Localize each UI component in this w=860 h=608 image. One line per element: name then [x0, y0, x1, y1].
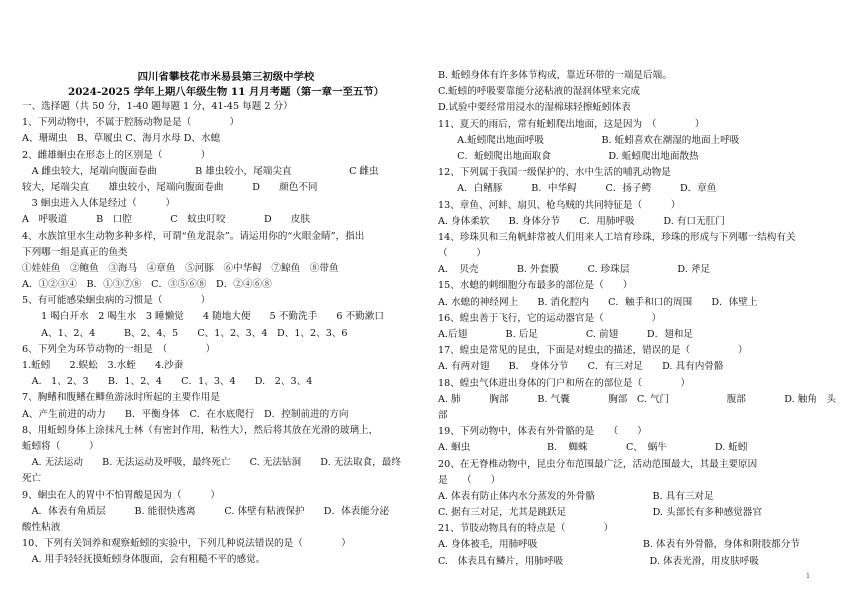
question-line: A. 无法运动 B. 无法运动及呼吸，最终死亡 C. 无法钻洞 D. 无法取食，最终	[22, 457, 401, 469]
question-line: C. 体表具有鳞片，用肺呼吸 D. 体表光滑，用皮肤呼吸	[438, 555, 759, 567]
question-line: 1 喝白开水 2 喝生水 3 睡懒觉 4 随地大便 5 不勤洗手 6 不勤漱口	[22, 311, 384, 323]
question-line: ①娃娃鱼 ②鲍鱼 ③海马 ④章鱼 ⑤河豚 ⑥中华鲟 ⑦鲸鱼 ⑧带鱼	[22, 262, 339, 274]
question-line: A. 身体被毛，用肺呼吸 B. 体表有外骨骼，身体和附肢都分节	[438, 539, 800, 551]
question-line: 12、下列属于我国一级保护的、水中生活的哺乳动物是	[438, 167, 671, 179]
exam-title: 2024-2025 学年上期八年级生物 11 月月考题（第一章一至五节）	[67, 86, 385, 98]
question-line: C.蚯蚓的呼吸要靠能分泌粘液的湿润体壁来完成	[438, 86, 640, 98]
question-line: （ ）	[438, 248, 486, 260]
question-line: A. 身体柔软 B. 身体分节 C．用肺呼吸 D. 有口无肛门	[438, 215, 725, 227]
question-line: A.蚯蚓爬出地面呼吸 B. 蚯蚓喜欢在潮湿的地面上呼吸	[438, 134, 740, 146]
question-line: 14、珍珠贝和三角帆蚌常被人们用来人工培育珍珠，珍珠的形成与下列哪一结构有关	[438, 231, 796, 243]
question-line: A 呼吸道 B 口腔 C 蚊虫叮咬 D 皮肤	[22, 214, 311, 226]
question-line: 蚯蚓将（ ）	[22, 440, 99, 452]
question-line: 下列哪一组是真正的鱼类	[22, 246, 128, 258]
question-line: 8、用蚯蚓身体上涂抹凡士林（有密封作用，粘性大），然后将其放在光滑的玻璃上，	[22, 424, 379, 436]
question-line: A. 蛔虫 B． 蜘蛛 C、 蜗牛 D. 蚯蚓	[438, 442, 748, 454]
question-line: A. 体表有防止体内水分蒸发的外骨骼 B. 具有三对足	[438, 490, 714, 502]
question-line: 1.蚯蚓 2.蜈蚣 3.水蛭 4.沙蚕	[22, 360, 184, 371]
question-line: 13、章鱼、河蚌、扇贝、枪乌贼的共同特征是（ ）	[438, 199, 681, 211]
question-line: 9、蛔虫在人的胃中不怕胃酸是因为（ ）	[22, 489, 220, 501]
question-line: A. 肺 胸部 B. 气囊 胸部 C. 气门 腹部 D. 触角 头	[438, 393, 837, 405]
question-line: 6、下列全为环节动物的一组是 （ ）	[22, 343, 216, 355]
question-line: A．体表有角质层 B. 能很快逃离 C. 体壁有粘液保护 D．体表能分泌	[22, 505, 390, 517]
question-line: 4、水族馆里水生动物多种多样，可谓“鱼龙混杂”。请运用你的“火眼金睛”，指出	[22, 230, 365, 242]
question-line: 17、蝗虫是常见的昆虫，下面是对蝗虫的描述，错误的是（ ）	[438, 345, 748, 357]
right-column	[438, 68, 846, 570]
question-line: 5、有可能感染蛔虫病的习惯是（ ）	[22, 295, 211, 307]
question-line: B. 蚯蚓身体有许多体节构成，靠近环带的一端是后端。	[438, 70, 672, 81]
page-number: 1	[806, 573, 810, 580]
question-line: 一、选择题（共 50 分，1-40 题每题 1 分，41-45 每题 2 分）	[22, 101, 293, 112]
left-question-lines	[22, 99, 430, 568]
question-line: 7、胸鳍和腹鳍在鲫鱼游泳时所起的主要作用是	[22, 392, 220, 404]
question-line: A. 用手轻轻抚摸蚯蚓身体腹面，会有粗糙不平的感觉。	[22, 554, 266, 566]
question-line: 21、节肢动物具有的特点是（ ）	[438, 523, 614, 535]
question-line: C. 据有三对足，尤其是跳跃足 D. 头部长有多种感觉器官	[438, 507, 762, 519]
question-line: 酸性粘液	[22, 521, 61, 533]
question-line: A． 贝壳 B. 外套膜 C. 珍珠层 D. 斧足	[438, 264, 711, 276]
question-line: C．蚯蚓爬出地面取食 D. 蚯蚓爬出地面散热	[438, 150, 699, 162]
question-line: 10、下列有关饲养和观察蚯蚓的实验中，下列几种说法错误的是（ ）	[22, 538, 351, 550]
question-line: A、1、2、4 B、2、4、5 C、1、2、3、4 D、1、2、3、6	[22, 327, 348, 339]
question-line: 3 蛔虫进入人体是经过（ ）	[22, 198, 176, 210]
question-line: A．白鳍豚 B．中华鲟 C．扬子鳄 D．章鱼	[438, 183, 717, 195]
question-line: A. 1、2、3 B．1、2、4 C．1、3、4 D. 2、3、4	[22, 376, 313, 388]
question-line: 20、在无脊椎动物中，昆虫分布范围最广泛，活动范围最大，其最主要原因	[438, 458, 758, 470]
question-line: 19、下列动物中，体表有外骨骼的是 （ ）	[438, 426, 647, 438]
question-line: A.后翅 B. 后足 C. 前翅 D．翅和足	[438, 329, 693, 340]
question-line: D.试验中要经常用浸水的湿棉球轻擦蚯蚓体表	[438, 102, 631, 114]
question-line: 18、蝗虫气体进出身体的门户和所在的部位是（ ）	[438, 377, 691, 389]
question-line: A、产生前进的动力 B．平衡身体 C．在水底爬行 D．控制前进的方向	[22, 408, 349, 420]
question-line: A 雌虫较大，尾端向腹面卷曲 B 雄虫较小，尾端尖直 C 雌虫	[22, 165, 379, 177]
question-line: 死亡	[22, 473, 42, 485]
question-line: 15、水螅的刺细胞分布最多的部位是（ ）	[438, 280, 633, 292]
question-line: 较大，尾端尖直 雄虫较小，尾端向腹面卷曲 D 颜色不同	[22, 181, 318, 193]
question-line: A. 有两对翅 B． 身体分节 C．有三对足 D. 具有内骨骼	[438, 361, 724, 373]
question-line: A．①②③④ B．①③⑦⑧ C．③⑤⑥⑧ D．②④⑥⑧	[22, 279, 272, 291]
question-line: 部	[438, 409, 448, 421]
question-line: 16、蝗虫善于飞行，它的运动器官是（ ）	[438, 312, 662, 324]
school-title: 四川省攀枝花市米易县第三初级中学校	[137, 71, 315, 83]
question-line: A、珊瑚虫 B、草履虫 C、海月水母 D、水螅	[22, 133, 221, 145]
question-line: 11、夏天的雨后，常有蚯蚓爬出地面，这是因为 （ ）	[438, 118, 705, 130]
question-line: 2、雌雄蛔虫在形态上的区别是（ ）	[22, 149, 211, 161]
question-line: A. 水螅的神经网上 B. 消化腔内 C．触手和口的周围 D．体壁上	[438, 296, 758, 308]
question-line: 1、下列动物中，不属于腔肠动物是是（ ）	[22, 117, 240, 129]
question-line: 是 （ ）	[438, 474, 501, 486]
